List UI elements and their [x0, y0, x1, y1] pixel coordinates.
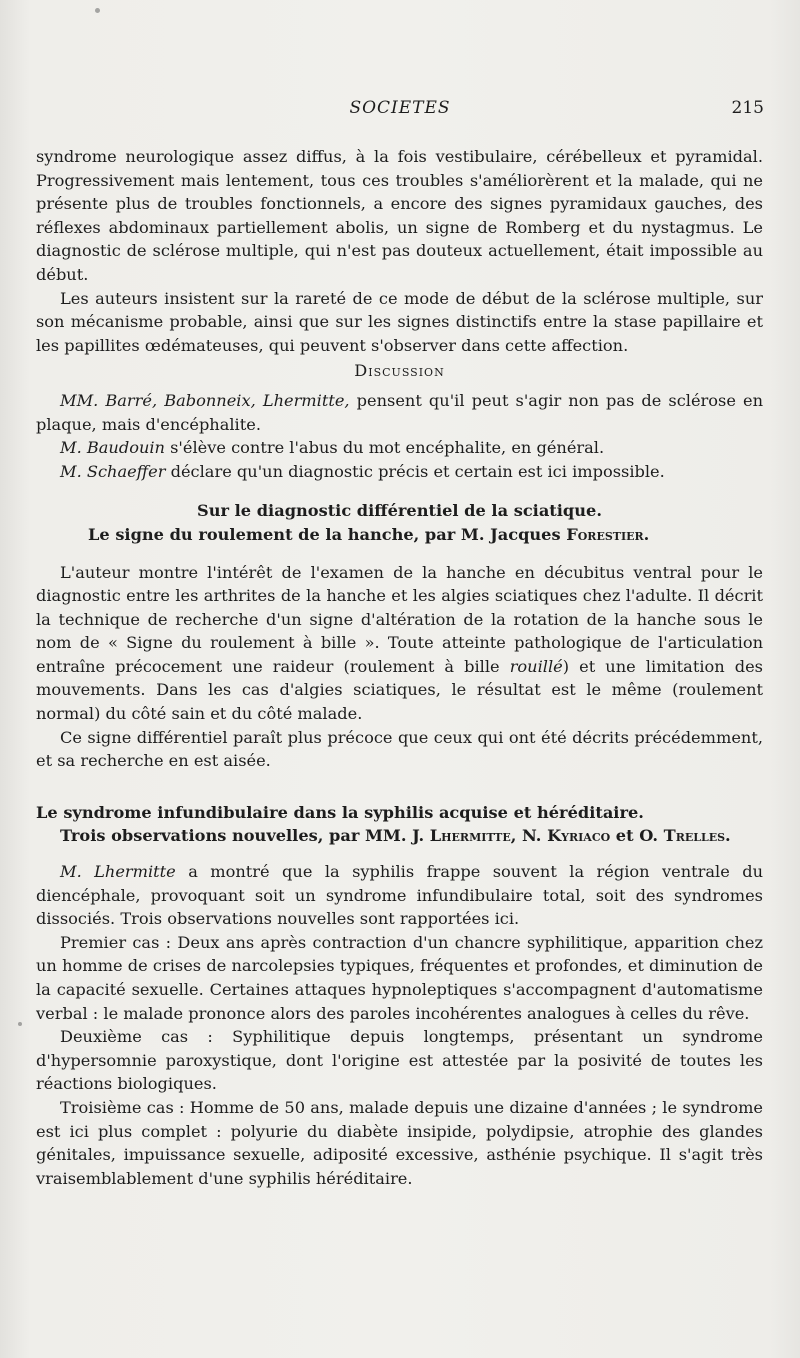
- paragraph: M. Lhermitte a montré que la syphilis frappe souvent la région ventrale du diencéphale, provoquant soit un syndrome infundibulaire total, soit des syndromes dissociés. Trois observations nouvelles sont rapportées ici.: [36, 862, 763, 929]
- author-name: Kyriaco: [547, 826, 611, 846]
- print-speck: [18, 1022, 22, 1026]
- discussion-text: s'élève contre l'abus du mot encéphalite, en général.: [164, 438, 605, 458]
- section-subtitle: Le signe du roulement de la hanche, par M. Jacques Forestier.: [88, 524, 650, 544]
- paragraph: Deuxième cas : Syphilitique depuis longtemps, présentant un syndrome d'hypersomnie paroxystique, dont l'origine est attestée par la posivité de toutes les réactions biologiques.: [36, 1027, 763, 1094]
- section-title: Sur le diagnostic différentiel de la sciatique.: [197, 501, 602, 521]
- running-title: SOCIETES: [349, 98, 451, 118]
- author-name: Forestier: [566, 524, 644, 544]
- discussion-paragraph: [36, 436, 763, 460]
- speaker-names: M. Lhermitte: [60, 862, 176, 882]
- paragraph: Premier cas : Deux ans après contraction d'un chancre syphilitique, apparition chez un homme de crises de narcolepsies typiques, fréquentes et profondes, et diminution de la capacité sexuelle. Certaines attaques hypnoleptiques s'accompagnent d'automatisme verbal : le malade prononce alors des paroles incohérentes analogues à celles du rêve.: [36, 932, 763, 1023]
- paragraph: Les auteurs insistent sur la rareté de ce mode de début de la sclérose multiple, sur son mécanisme probable, ainsi que sur les signes distinctifs entre la stase papillaire et les papillites œdémateuses, qui peuvent s'observer dans cette affection.: [36, 288, 763, 355]
- discussion-heading: Discussion: [354, 361, 445, 381]
- speaker-names: M. Schaeffer: [60, 461, 166, 481]
- paragraph: L'auteur montre l'intérêt de l'examen de la hanche en décubitus ventral pour le diagnostic entre les arthrites de la hanche et les algies sciatiques chez l'adulte. Il décrit la technique de recherche d'un signe d'altération de la rotation de la hanche sous le nom de « Signe du roulement à bille ». Toute atteinte pathologique de l'articulation entraîne précocement une raideur (roulement à bille rouillé) et une limitation des mouvements. Dans les cas d'algies sciatiques, le résultat est le même (roulement normal) du côté sain et du côté malade.: [36, 562, 763, 724]
- speaker-names: M. Baudouin: [60, 438, 165, 458]
- page-header: [0, 96, 800, 122]
- section-title: Le syndrome infundibulaire dans la syphilis acquise et héréditaire. Trois observations nouvelles, par MM. J. Lhermitte, N. Kyriaco et O. Trelles.: [36, 802, 731, 846]
- page-number: 215: [731, 98, 764, 118]
- paragraph: syndrome neurologique assez diffus, à la fois vestibulaire, cérébelleux et pyramidal. Progressivement mais lentement, tous ces troubles s'améliorèrent et la malade, qui ne présente plus de troubles fonctionnels, a encore des signes pyramidaux gauches, des réflexes abdominaux partiellement abolis, un signe de Romberg et du nystagmus. Le diagnostic de sclérose multiple, qui n'est pas douteux actuellement, était impossible au début.: [36, 147, 763, 284]
- author-name: Trelles: [663, 826, 726, 846]
- paragraph: Troisième cas : Homme de 50 ans, malade depuis une dizaine d'années ; le syndrome est ici plus complet : polyurie du diabète insipide, polydipsie, atrophie des glandes génitales, impuissance sexuelle, adiposité excessive, asthénie psychique. Il s'agit très vraisemblablement d'une syphilis héréditaire.: [36, 1097, 763, 1188]
- discussion-text: déclare qu'un diagnostic précis et certain est ici impossible.: [165, 461, 665, 481]
- discussion-paragraph: [36, 389, 763, 436]
- discussion-paragraph: [36, 460, 763, 484]
- discussion-text: pensent qu'il peut s'agir non pas de sclérose en plaque, mais d'encéphalite.: [36, 390, 763, 434]
- print-speck: [95, 8, 100, 13]
- author-name: Lhermitte: [429, 826, 511, 846]
- page-body: [36, 145, 763, 1190]
- paragraph: Ce signe différentiel paraît plus précoce que ceux qui ont été décrits précédemment, et sa recherche en est aisée.: [36, 727, 763, 771]
- speaker-names: MM. Barré, Babonneix, Lhermitte,: [60, 390, 350, 410]
